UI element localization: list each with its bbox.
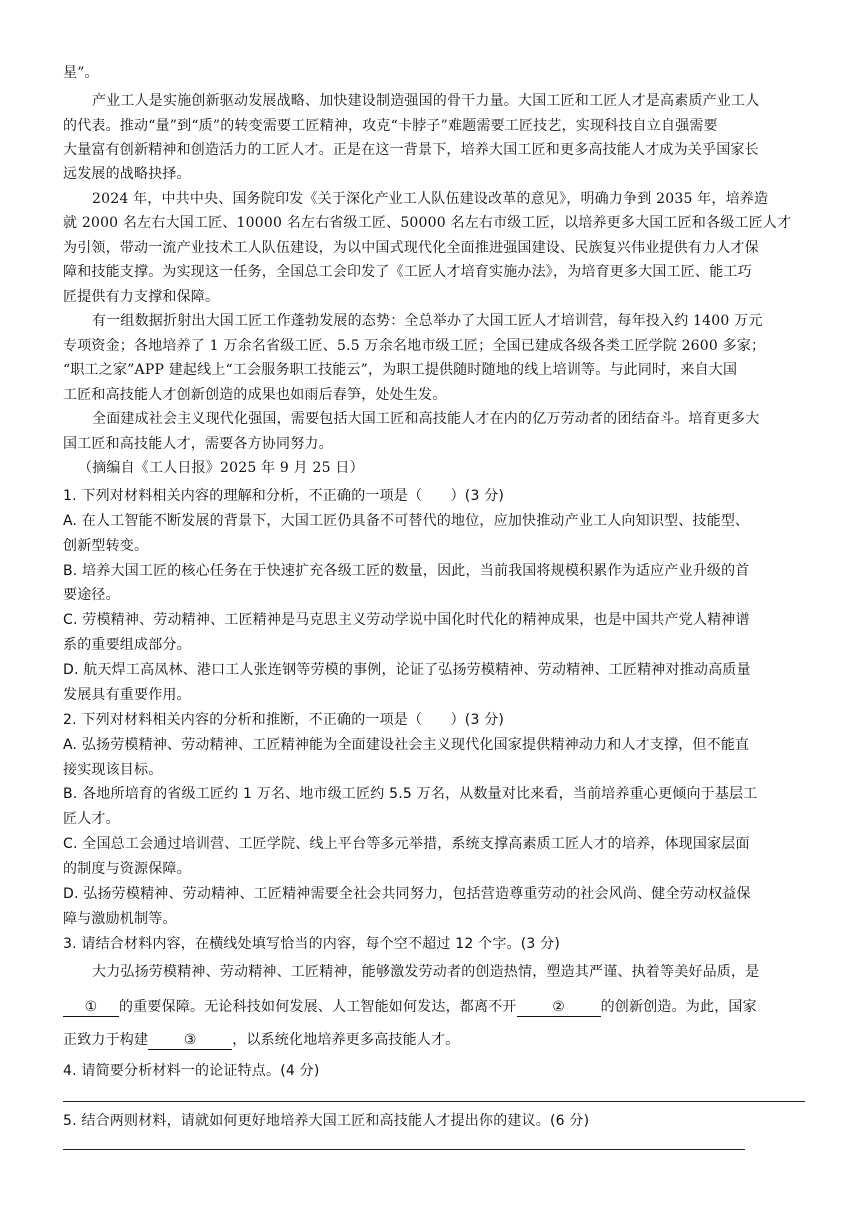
paragraph-line: 国工匠和高技能人才，需要各方协同努力。 [63,436,333,452]
q1-option-a-cont: 创新型转变。 [63,538,149,554]
q3-text: 正致力于构建 [63,1032,149,1048]
paragraph-line: 的代表。推动“量”到“质”的转变需要工匠精神，攻克“卡脖子”难题需要工匠技艺，实现科技自立自强需要 [63,118,718,134]
q2-option-d-cont: 障与激励机制等。 [63,911,177,927]
answer-line[interactable] [63,1101,805,1102]
paragraph-line: “职工之家”APP 建起线上“工会服务职工技能云”，为职工提供随时随地的线上培训等。与此同时，来自大国 [63,362,738,378]
paragraph-line: 远发展的战略抉择。 [63,166,191,182]
question-5-stem: 5. 结合两则材料，请就如何更好地培养大国工匠和高技能人才提出你的建议。(6 分) [63,1113,590,1129]
q1-option-d-cont: 发展具有重要作用。 [63,687,191,703]
paragraph-line: 就 2000 名左右大国工匠、10000 名左右省级工匠、50000 名左右市级工匠，以培养更多大国工匠和各级工匠人才 [63,215,792,231]
paragraph-line: 有一组数据折射出大国工匠工作蓬勃发展的态势：全总举办了大国工匠人才培训营，每年投入约 1400 万元 [92,313,763,329]
q2-option-d: D. 弘扬劳模精神、劳动精神、工匠精神需要全社会共同努力，包括营造尊重劳动的社会风尚、健全劳动权益保 [63,886,751,902]
paragraph-line: 专项资金；各地培养了 1 万余名省级工匠、5.5 万余名地市级工匠；全国已建成各级各类工匠学院 2600 多家； [63,338,766,354]
q2-option-a: A. 弘扬劳模精神、劳动精神、工匠精神能为全面建设社会主义现代化国家提供精神动力和人才支撑，但不能直 [63,737,750,753]
q1-option-c-cont: 系的重要组成部分。 [63,637,191,653]
q3-passage-line [63,998,808,1017]
paragraph-line: 为引领，带动一流产业技术工人队伍建设，为以中国式现代化全面推进强国建设、民族复兴伟业提供有力人才保 [63,240,759,256]
paragraph-line: 大量富有创新精神和创造活力的工匠人才。正是在这一背景下，培养大国工匠和更多高技能人才成为关乎国家长 [63,142,759,158]
q2-option-b: B. 各地所培育的省级工匠约 1 万名、地市级工匠约 5.5 万名，从数量对比来看，当前培养重心更倾向于基层工 [63,786,758,802]
fill-blank-1[interactable]: ① [63,998,119,1017]
paragraph-fragment: 星”。 [63,65,99,81]
q3-text: ，以系统化地培养更多高技能人才。 [232,1032,460,1048]
question-3-stem: 3. 请结合材料内容，在横线处填写恰当的内容，每个空不超过 12 个字。(3 分) [63,936,561,952]
q3-text: 的创新创造。为此，国家 [600,999,757,1015]
paragraph-line: 全面建成社会主义现代化强国，需要包括大国工匠和高技能人才在内的亿万劳动者的团结奋斗。培育更多大 [92,411,760,427]
q1-option-d: D. 航天焊工高凤林、港口工人张连钢等劳模的事例，论证了弘扬劳模精神、劳动精神、工匠精神对推动高质量 [63,662,751,678]
paragraph-line: 2024 年，中共中央、国务院印发《关于深化产业工人队伍建设改革的意见》，明确力争到 2035 年，培养造 [92,191,769,207]
question-4-stem: 4. 请简要分析材料一的论证特点。(4 分) [63,1063,320,1079]
fill-blank-3[interactable]: ③ [148,1031,232,1050]
q1-option-c: C. 劳模精神、劳动精神、工匠精神是马克思主义劳动学说中国化时代化的精神成果，也是中国共产党人精神谱 [63,612,750,628]
paragraph-line: 障和技能支撑。为实现这一任务，全国总工会印发了《工匠人才培育实施办法》，为培育更多大国工匠、能工巧 [63,264,752,280]
q3-text: 的重要保障。无论科技如何发展、人工智能如何发达，都离不开 [119,999,517,1015]
question-1-stem: 1. 下列对材料相关内容的理解和分析，不正确的一项是（ ）(3 分) [63,488,505,504]
fill-blank-2[interactable]: ② [517,998,601,1017]
source-citation: （摘编自《工人日报》2025 年 9 月 25 日） [78,460,364,476]
answer-line[interactable] [63,1149,745,1150]
q2-option-c: C. 全国总工会通过培训营、工匠学院、线上平台等多元举措，系统支撑高素质工匠人才的培养，体现国家层面 [63,836,750,852]
q1-option-a: A. 在人工智能不断发展的背景下，大国工匠仍具备不可替代的地位，应加快推动产业工人向知识型、技能型、 [63,513,750,529]
q1-option-b: B. 培养大国工匠的核心任务在于快速扩充各级工匠的数量，因此，当前我国将规模积累作为适应产业升级的首 [63,563,750,579]
q2-option-a-cont: 接实现该目标。 [63,762,163,778]
q1-option-b-cont: 要途径。 [63,587,120,603]
paragraph-line: 产业工人是实施创新驱动发展战略、加快建设制造强国的骨干力量。大国工匠和工匠人才是高素质产业工人 [92,93,760,109]
paragraph-line: 工匠和高技能人才创新创造的成果也如雨后春笋，处处生发。 [63,387,447,403]
q3-passage-line [63,1031,808,1050]
q2-option-c-cont: 的制度与资源保障。 [63,861,191,877]
q2-option-b-cont: 匠人才。 [63,811,120,827]
paragraph-line: 匠提供有力支撑和保障。 [63,289,220,305]
q3-passage-line: 大力弘扬劳模精神、劳动精神、工匠精神，能够激发劳动者的创造热情，塑造其严谨、执着等美好品质，是 [92,964,760,980]
question-2-stem: 2. 下列对材料相关内容的分析和推断，不正确的一项是（ ）(3 分) [63,712,505,728]
